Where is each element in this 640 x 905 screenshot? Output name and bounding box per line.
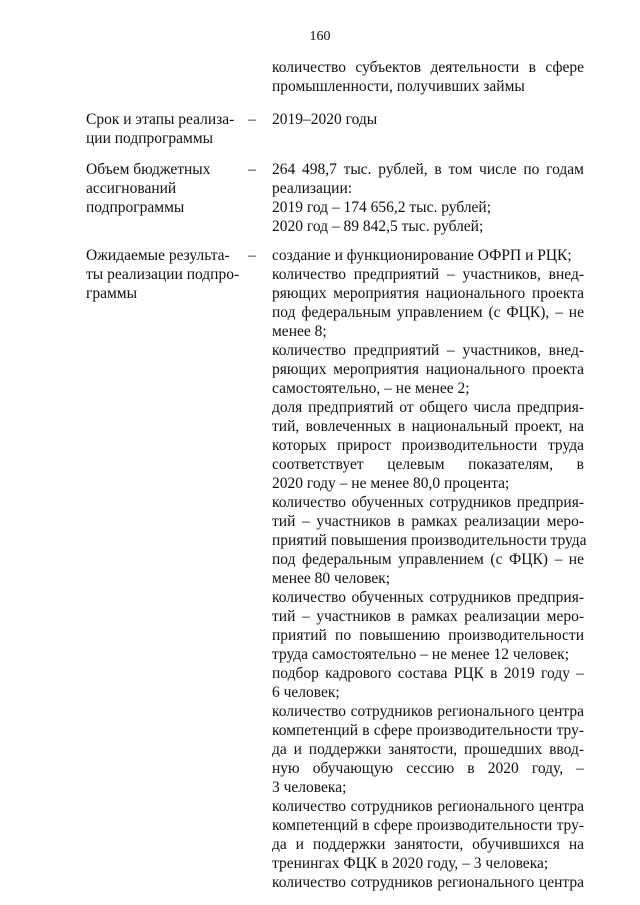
result-line: компетенций в сфере производительности тру-: [272, 722, 584, 739]
result-line: труда самостоятельно – не менее 12 человек;: [272, 646, 569, 663]
row-label-line: Ожидаемые результа-: [86, 247, 230, 264]
result-line: да и поддержки занятости, прошедших ввод-: [272, 741, 584, 758]
result-line: да и поддержки занятости, обучившихся на: [272, 836, 584, 853]
row-value-line: 2020 год – 89 842,5 тыс. рублей;: [272, 218, 484, 235]
row-value-line: 264 498,7 тыс. рублей, в том числе по годам: [272, 161, 584, 178]
result-line: 2020 году – не менее 80,0 процента;: [272, 475, 510, 492]
result-line: менее 80 человек;: [272, 570, 391, 587]
page-number: 160: [309, 29, 331, 44]
row-label-line: ты реализации подпро-: [86, 266, 240, 283]
result-line: компетенций в сфере производительности тру-: [272, 817, 584, 834]
row-label-line: ции подпрограммы: [86, 130, 214, 147]
result-line: количество предприятий – участников, внед-: [272, 266, 584, 283]
row-value-line: реализации:: [272, 180, 353, 197]
result-line: количество сотрудников регионального центра: [272, 703, 584, 720]
result-line: тий, вовлеченных в национальный проект, на: [272, 418, 584, 435]
result-line: соответствует целевым показателям, в: [272, 456, 584, 473]
result-line: количество сотрудников регионального центра: [272, 798, 584, 815]
result-line: создание и функционирование ОФРП и РЦК;: [272, 247, 572, 264]
row-label-line: Объем бюджетных: [86, 161, 211, 178]
result-line: тий – участников в рамках реализации меро-: [272, 513, 584, 530]
row-label-line: подпрограммы: [86, 199, 185, 216]
result-line: менее 8;: [272, 323, 327, 340]
result-line: доля предприятий от общего числа предприя-: [272, 399, 584, 416]
result-line: приятий повышения производительности труда: [272, 532, 587, 549]
row-value-line: 2019 год – 174 656,2 тыс. рублей;: [272, 199, 492, 216]
intro-line: промышленности, получивших займы: [272, 78, 525, 95]
row-dash: –: [248, 161, 256, 178]
result-line: которых прирост производительности труда: [272, 437, 584, 454]
result-line: под федеральным управлением (с ФЦК), – не: [272, 304, 584, 321]
result-line: подбор кадрового состава РЦК в 2019 году –: [272, 665, 584, 682]
result-line: количество обученных сотрудников предприя-: [272, 589, 584, 606]
result-line: ряющих мероприятия национального проекта: [272, 361, 584, 378]
result-line: 3 человека;: [272, 779, 347, 796]
result-line: количество сотрудников регионального центра: [272, 874, 584, 891]
intro-line: количество субъектов деятельности в сфере: [272, 59, 584, 76]
result-line: количество обученных сотрудников предприя-: [272, 494, 584, 511]
result-line: 6 человек;: [272, 684, 340, 701]
result-line: под федеральным управлением (с ФЦК) – не: [272, 551, 584, 568]
row-label-line: Срок и этапы реализа-: [86, 111, 235, 128]
result-line: ную обучающую сессию в 2020 году, –: [272, 760, 584, 777]
row-label-line: граммы: [86, 285, 138, 302]
result-line: приятий по повышению производительности: [272, 627, 584, 644]
result-line: самостоятельно, – не менее 2;: [272, 380, 470, 397]
result-line: количество предприятий – участников, внед-: [272, 342, 584, 359]
row-label-line: ассигнований: [86, 180, 177, 197]
row-value-line: 2019–2020 годы: [272, 111, 378, 128]
row-dash: –: [248, 111, 256, 128]
row-dash: –: [248, 247, 256, 264]
result-line: тий – участников в рамках реализации меро-: [272, 608, 584, 625]
result-line: тренингах ФЦК в 2020 году, – 3 человека;: [272, 855, 549, 872]
result-line: ряющих мероприятия национального проекта: [272, 285, 584, 302]
